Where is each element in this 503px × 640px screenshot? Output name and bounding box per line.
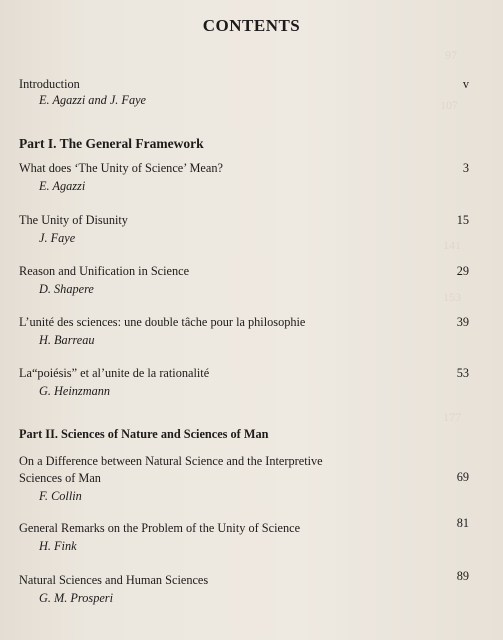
entry-authors: E. Agazzi and J. Faye [39,93,147,107]
entry-title: Natural Sciences and Human Sciences [19,573,209,587]
entry-authors: H. Fink [39,539,77,553]
part-heading-1: Part I. The General Framework [19,136,204,151]
part-heading-2: Part II. Sciences of Nature and Sciences of Man [19,427,269,441]
toc-entry[interactable] [19,453,469,504]
entry-title: On a Difference between Natural Science and the Interpretive Sciences of Man [19,454,323,485]
toc-entry-introduction[interactable] [19,77,469,108]
entry-title: Reason and Unification in Science [19,264,190,278]
entry-authors: F. Collin [39,489,82,503]
entry-title: What does ‘The Unity of Science’ Mean? [19,161,223,175]
entry-page: 53 [456,366,469,380]
toc-entry[interactable] [19,569,469,606]
bleed-through-number: 153 [443,290,461,304]
entry-authors: J. Faye [39,231,76,245]
toc-entry[interactable] [19,315,469,348]
entry-page: 15 [456,213,469,227]
entry-authors: G. Heinzmann [39,384,111,398]
entry-authors: H. Barreau [39,333,95,347]
entry-page: 81 [456,516,469,530]
toc-entry[interactable] [19,161,469,194]
entry-title: La“poiésis” et al’unite de la rationalité [19,366,210,380]
entry-title: L’unité des sciences: une double tâche pour la philosophie [19,315,306,329]
toc-entry[interactable] [19,366,469,399]
entry-authors: D. Shapere [39,282,94,296]
entry-title: General Remarks on the Problem of the Unity of Science [19,521,301,535]
bleed-through-number: 107 [440,98,458,112]
entry-title: The Unity of Disunity [19,213,128,227]
bleed-through-number: 177 [443,410,461,424]
contents-heading: CONTENTS [202,16,301,35]
entry-page: 89 [456,569,469,583]
entry-title: Introduction [19,77,80,91]
bleed-through-number: 97 [445,48,457,62]
entry-page: 3 [462,161,469,175]
toc-entry[interactable] [19,516,469,554]
entry-authors: E. Agazzi [39,179,86,193]
toc-entry[interactable] [19,213,469,246]
entry-page: 29 [456,264,469,278]
entry-page: 69 [456,470,469,484]
bleed-through-number: 141 [443,238,461,252]
entry-authors: G. M. Prosperi [39,591,114,605]
toc-entry[interactable] [19,264,469,297]
entry-page: 39 [456,315,469,329]
entry-page: v [462,77,469,91]
